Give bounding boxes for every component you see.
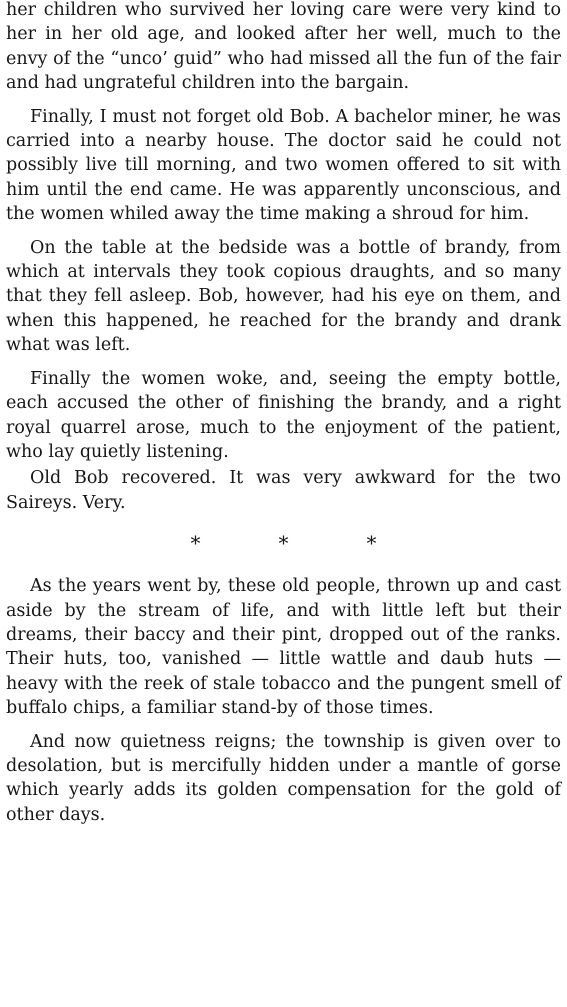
separator-star-2: * [278,531,289,556]
paragraph-old-bob: Finally, I must not forget old Bob. A bachelor miner, he was carried into a nearby house. The doctor said he could not possibly live till morning, and two women offered to sit with him until the end came. He was apparently unconscious, and the women whiled away the time making a shroud for him. [6,106,561,225]
paragraph-quietness-reigns: And now quietness reigns; the township is given over to desolation, but is mercifully hidden under a mantle of gorse which yearly adds its golden compensation for the gold of other days. [6,731,561,825]
paragraph-brandy-bottle: On the table at the bedside was a bottle of brandy, from which at intervals they took copious draughts, and so many that they fell asleep. Bob, however, had his eye on them, and when this happened, he reached for the brandy and drank what was left. [6,237,561,356]
separator-star-1: * [190,531,201,556]
section-separator [6,531,561,555]
separator-star-3: * [366,531,377,556]
paragraph-bob-recovered: Old Bob recovered. It was very awkward for the two Saireys. Very. [6,468,561,513]
paragraph-years-went-by: As the years went by, these old people, thrown up and cast aside by the stream of life, and with little left but their dreams, their baccy and their pint, dropped out of the ranks. Their huts, too, vanished — little wattle and daub huts — heavy with the reek of stale tobacco and the pungent smell of buffalo chips, a familiar stand-by of those times. [6,576,561,719]
paragraph-women-quarrel: Finally the women woke, and, seeing the empty bottle, each accused the other of finishing the brandy, and a right royal quarrel arose, much to the enjoyment of the patient, who lay quietly listening. [6,368,561,462]
paragraph-children-old-age: her children who survived her loving care were very kind to her in her old age, and looked after her well, much to the envy of the “unco’ guid” who had missed all the fun of the fair and had ungrateful children into the bargain. [6,0,561,94]
